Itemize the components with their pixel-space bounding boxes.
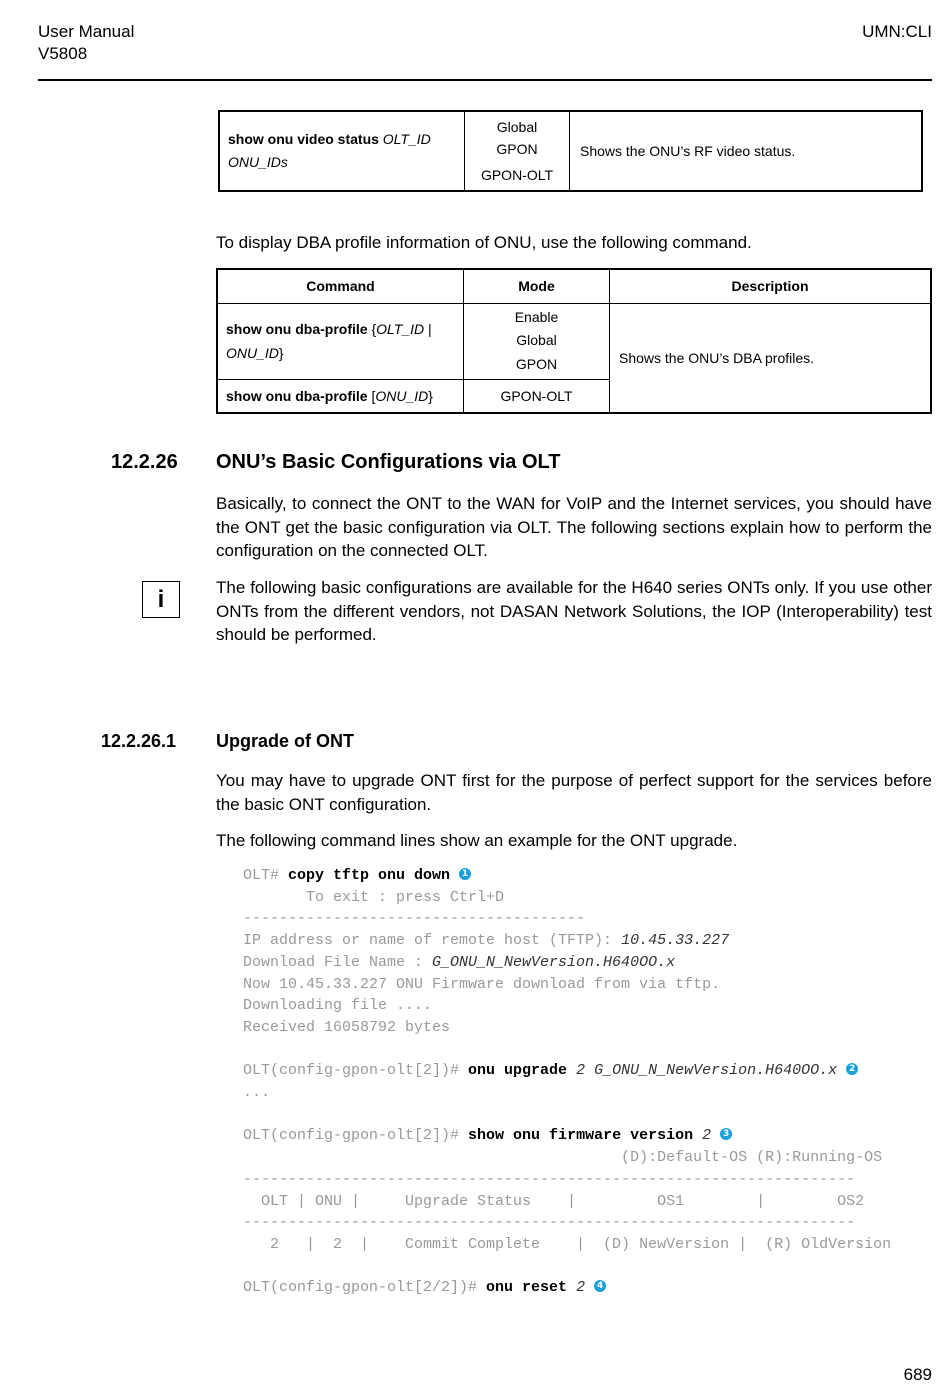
cli-prompt: OLT(config-gpon-olt[2])# [243, 1062, 469, 1080]
cli-prompt: OLT(config-gpon-olt[2])# [243, 1127, 469, 1145]
video-status-command-cell [219, 111, 465, 191]
section-number: 12.2.26 [111, 451, 178, 473]
video-status-description-cell: Shows the ONU’s RF video status. [570, 111, 923, 191]
command-keyword: show onu video status [228, 131, 379, 147]
dba-command-cell: show onu dba-profile [ONU_ID} [217, 379, 464, 413]
cli-input-value: 10.45.33.227 [621, 932, 730, 950]
step-1-badge-icon: 1 [459, 868, 471, 880]
cli-prompt: OLT# [243, 867, 289, 884]
step-4-badge-icon: 4 [594, 1280, 606, 1292]
command-argument: ONU_ID [375, 387, 429, 404]
dba-profile-command-table [216, 268, 932, 414]
info-icon: i [142, 581, 180, 618]
mode-item: GPON-OLT [480, 167, 554, 183]
step-2-badge-icon: 2 [846, 1063, 858, 1075]
dba-intro-text: To display DBA profile information of ONU, use the following command. [216, 233, 752, 252]
dba-description-cell: Shows the ONU’s DBA profiles. [610, 303, 932, 413]
cli-output-line: Downloading file .... [243, 997, 433, 1015]
mode-item: Global [496, 119, 538, 135]
subsection-paragraph: You may have to upgrade ONT first for the purpose of perfect support for the services before the basic ONT configuration. [216, 771, 932, 814]
dba-mode-cell: GPON-OLT [464, 379, 610, 413]
info-note-text: The following basic configurations are available for the H640 series ONTs only. If you use other ONTs from the different vendors, not DASAN Network Solutions, the IOP (Interoperability) test should be performed. [216, 578, 932, 644]
mode-item: Enable [514, 308, 559, 325]
header-divider [38, 79, 932, 81]
cli-separator-line: -------------------------------------------------------------------- [243, 1170, 856, 1188]
subsection-paragraph: The following command lines show an example for the ONT upgrade. [216, 831, 738, 850]
page-number: 689 [903, 1365, 932, 1384]
cli-command: show onu firmware version [468, 1127, 694, 1145]
cli-input-value: 2 [576, 1279, 586, 1297]
video-status-command-table [218, 110, 923, 192]
video-status-mode-cell [465, 111, 570, 191]
cli-output-line: Download File Name : [243, 953, 433, 971]
command-argument: ONU_ID [226, 345, 279, 361]
cli-output-line: To exit : press Ctrl+D [243, 888, 505, 906]
cli-command: copy tftp onu down [288, 867, 451, 884]
mode-item: GPON [515, 355, 558, 372]
command-argument: ONU_IDs [228, 154, 288, 170]
dba-mode-cell [464, 303, 610, 379]
cli-output-line: ... [243, 1084, 271, 1102]
cli-separator-line: -------------------------------------- [243, 910, 586, 928]
command-keyword: show onu dba-profile [226, 321, 368, 337]
section-title: ONU’s Basic Configurations via OLT [216, 451, 561, 473]
command-keyword: show onu dba-profile [226, 387, 368, 404]
mode-item: GPON [496, 141, 538, 157]
cli-output-line: IP address or name of remote host (TFTP): [243, 932, 622, 950]
header-document-code: UMN:CLI [862, 22, 932, 41]
header-manual-title: User Manual [38, 22, 135, 41]
cli-output-line: Now 10.45.33.227 ONU Firmware download from via tftp. [243, 975, 721, 993]
cli-input-value: G_ONU_N_NewVersion.H640OO.x [432, 953, 676, 971]
cli-command: onu upgrade [468, 1062, 568, 1080]
column-header-mode: Mode [464, 269, 610, 303]
cli-command: onu reset [486, 1279, 568, 1297]
subsection-title: Upgrade of ONT [216, 731, 354, 751]
dba-command-cell: show onu dba-profile {OLT_ID | ONU_ID} [217, 303, 464, 379]
cli-example-code-block [243, 865, 891, 1299]
cli-table-header: OLT | ONU | Upgrade Status | OS1 | OS2 [243, 1192, 865, 1210]
cli-separator-line: -------------------------------------------------------------------- [243, 1214, 856, 1232]
cli-input-value: 2 G_ONU_N_NewVersion.H640OO.x [576, 1062, 838, 1080]
mode-item: Global [516, 332, 557, 349]
column-header-command: Command [217, 269, 464, 303]
cli-output-line: (D):Default-OS (R):Running-OS [243, 1149, 883, 1167]
cli-output-line: Received 16058792 bytes [243, 1018, 451, 1036]
cli-prompt: OLT(config-gpon-olt[2/2])# [243, 1279, 487, 1297]
header-model: V5808 [38, 44, 88, 63]
section-paragraph: Basically, to connect the ONT to the WAN for VoIP and the Internet services, you should have the ONT get the basic configuration via OLT. The following sections explain how to perform the configuration on the connected OLT. [216, 494, 932, 560]
cli-table-row: 2 | 2 | Commit Complete | (D) NewVersion | (R) OldVersion [243, 1235, 892, 1253]
command-argument: OLT_ID [376, 321, 425, 337]
cli-input-value: 2 [702, 1127, 712, 1145]
step-3-badge-icon: 3 [720, 1128, 732, 1140]
subsection-number: 12.2.26.1 [101, 731, 177, 751]
column-header-description: Description [610, 269, 932, 303]
command-argument: OLT_ID [382, 131, 431, 147]
